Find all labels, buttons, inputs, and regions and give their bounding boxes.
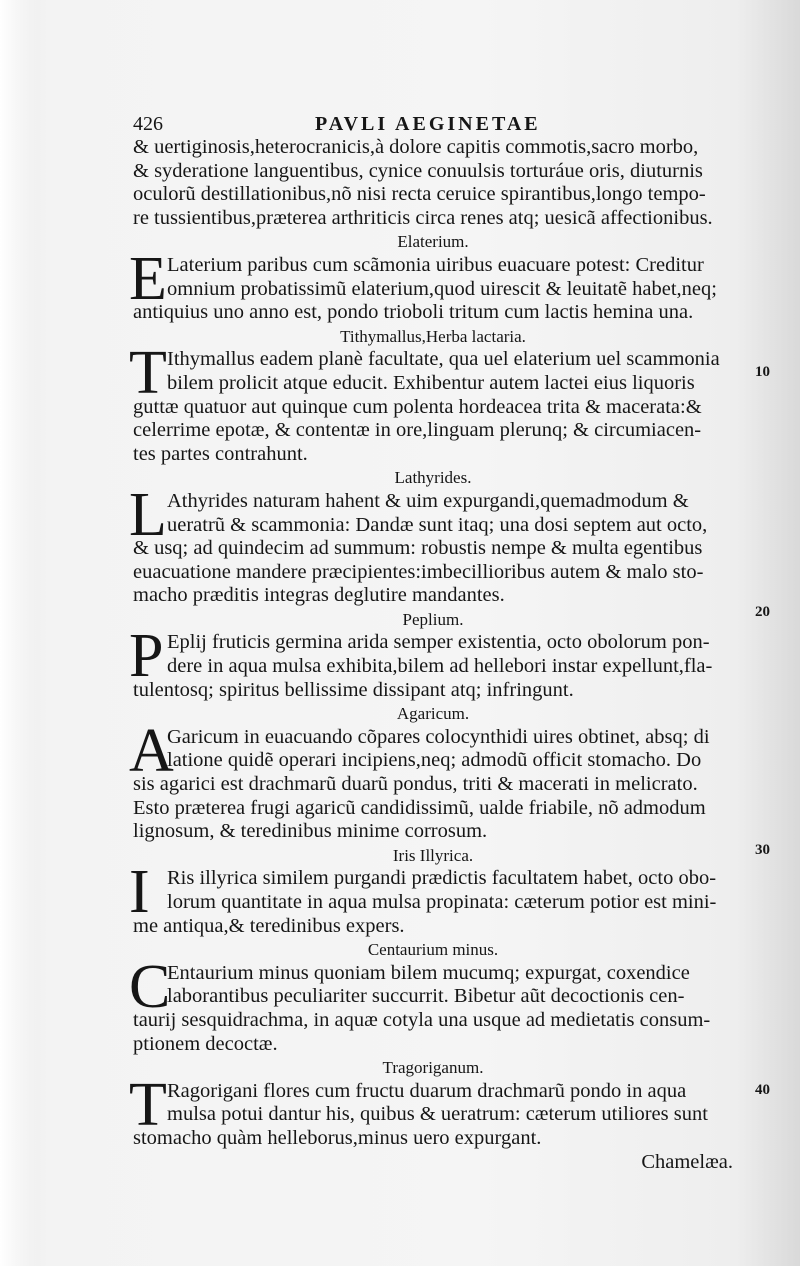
text-line: taurij sesquidrachma, in aquæ cotyla una usque ad medietatis consum- <box>133 1008 711 1031</box>
drop-cap: T <box>129 1070 167 1139</box>
text-line: antiquius uno anno est, pondo trioboli tritum cum lactis hemina una. <box>133 301 694 324</box>
text-line: bilem prolicit atque educit. Exhibentur autem lactei eius liquoris <box>167 371 695 394</box>
text-line: & usq; ad quindecim ad summum: robustis nempe & multa egentibus <box>133 537 703 560</box>
text-line: A Garicum in euacuando cõpares colocynthidi uires obtinet, absq; di <box>129 716 710 785</box>
drop-cap: I <box>129 858 150 927</box>
drop-cap: T <box>129 339 167 408</box>
text-line: P Eplij fruticis germina arida semper existentia, octo obolorum pon- <box>129 622 710 691</box>
section-heading: Lathyrides. <box>394 468 472 488</box>
text-line: stomacho quàm helleborus,minus uero expurgant. <box>133 1126 542 1149</box>
drop-cap: P <box>129 622 164 691</box>
text-line: lorum quantitate in aqua mulsa propinata: cæterum potior est mini- <box>167 891 717 913</box>
section-heading: Iris Illyrica. <box>392 845 474 865</box>
section-heading: Centaurium minus. <box>367 940 499 960</box>
catchword: Chamelæa. <box>641 1150 733 1173</box>
line-number-10: 10 <box>755 364 770 380</box>
text-line: macho præditis integras deglutire mandantes. <box>133 584 505 607</box>
section-heading: Tithymallus,Herba lactaria. <box>340 326 526 346</box>
text-line: celerrime epotæ, & contentæ in ore,linguam plerunq; & circumiacen- <box>133 419 702 442</box>
section-heading: Agaricum. <box>396 704 470 724</box>
text-line: sis agarici est drachmarũ duarũ pondus, triti & macerati in melicrato. <box>133 773 698 796</box>
section-heading: Peplium. <box>402 609 464 629</box>
text-line: & uertiginosis,heterocranicis,à dolore capitis commotis,sacro morbo, <box>133 136 699 158</box>
drop-cap: A <box>129 716 174 785</box>
text-line: tulentosq; spiritus bellissime dissipant atq; infringunt. <box>133 678 574 701</box>
text-line: & syderatione languentibus, cynice conuulsis torturáue oris, diuturnis <box>133 159 703 182</box>
text-line: dere in aqua mulsa exhibita,bilem ad hellebori instar expellunt,fla- <box>167 655 713 678</box>
text-line: latione quidẽ operari incipiens,neq; admodũ officit stomacho. Do <box>167 749 702 772</box>
running-title: PAVLI AEGINETAE <box>315 113 541 135</box>
text-line: ptionem decoctæ. <box>133 1032 278 1055</box>
line-number-30: 30 <box>755 842 770 858</box>
drop-cap: L <box>129 480 167 549</box>
drop-cap: E <box>129 244 167 313</box>
line-number-40: 40 <box>755 1082 770 1098</box>
text-line: Esto præterea frugi agaricũ candidissimũ, ualde friabile, nõ admodum <box>133 796 706 819</box>
text-line: laborantibus peculiariter succurrit. Bibetur aũt decoctionis cen- <box>167 985 685 1008</box>
text-line: T Ithymallus eadem planè facultate, qua uel elaterium uel scammonia <box>129 339 720 408</box>
text-line: ueratrũ & scammonia: Dandæ sunt itaq; una dosi septem aut octo, <box>167 513 708 536</box>
text-line: L Athyrides naturam hahent & uim expurgandi,quemadmodum & <box>129 480 689 549</box>
section-heading: Tragoriganum. <box>382 1058 484 1078</box>
text-line: omnium probatissimũ elaterium,quod uirescit & leuitatẽ habet,neq; <box>167 277 717 300</box>
text-line: T Ragorigani flores cum fructu duarum drachmarũ pondo in aqua <box>129 1070 687 1139</box>
text-line: E Laterium paribus cum scãmonia uiribus euacuare potest: Creditur <box>129 244 704 313</box>
text-line: re tussientibus,præterea arthriticis circa renes atq; uesicã affectionibus. <box>133 206 713 229</box>
page-header <box>133 110 633 138</box>
drop-cap: C <box>129 952 171 1021</box>
page-number: 426 <box>133 113 163 135</box>
section-heading: Elaterium. <box>397 232 469 252</box>
text-line: oculorũ destillationibus,nõ nisi recta ceruice spirantibus,longo tempo- <box>133 183 706 206</box>
text-line: lignosum, & teredinibus minime corrosum. <box>133 820 488 843</box>
text-line: guttæ quatuor aut quinque cum polenta hordeacea trita & macerata:& <box>133 395 702 418</box>
text-line: me antiqua,& teredinibus expers. <box>133 914 405 937</box>
text-line: I Ris illyrica similem purgandi prædictis facultatem habet, octo obo- <box>129 858 717 927</box>
text-block <box>129 136 733 1174</box>
text-line: mulsa potui dantur his, quibus & ueratrum: cæterum utiliores sunt <box>167 1103 708 1126</box>
text-line: euacuatione mandere præcipientes:imbecillioribus autem & malo sto- <box>133 560 704 583</box>
text-line: C Entaurium minus quoniam bilem mucumq; expurgat, coxendice <box>129 952 690 1021</box>
text-line: tes partes contrahunt. <box>133 442 308 465</box>
line-number-20: 20 <box>755 604 770 620</box>
